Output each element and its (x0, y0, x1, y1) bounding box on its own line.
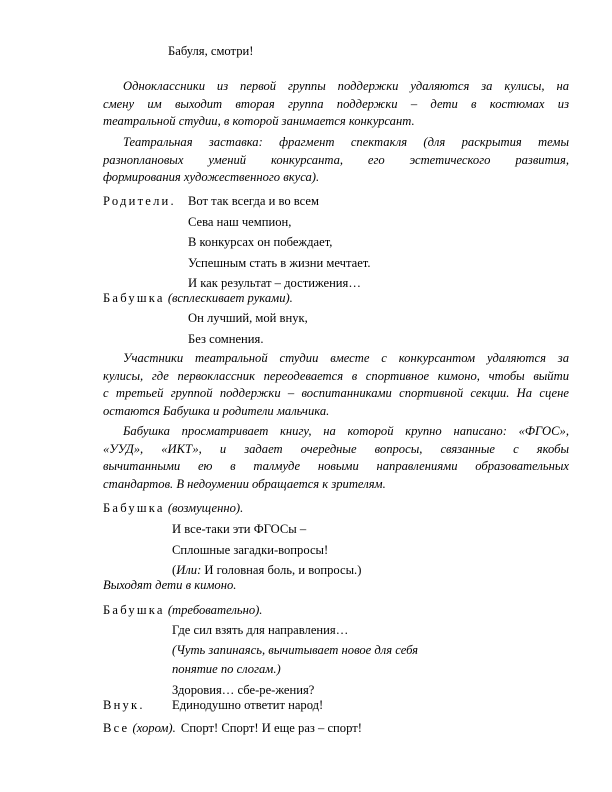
para-line: вычитанными ею в талмуде новыми направлениями образовательных (103, 459, 569, 473)
para-line: театральной студии, в которой занимается конкурсант. (103, 114, 415, 128)
verse-grandma-2 (172, 521, 361, 580)
line-grandson (172, 697, 323, 715)
alt-label: Или: (176, 563, 202, 577)
verse-line: Здоровия… сбе-ре-жения? (172, 682, 315, 697)
para-line: Участники театральной студии вместе с конкурсантом удаляются за (123, 351, 569, 365)
speaker-all (103, 720, 362, 738)
text: Бабуля, смотри! (168, 44, 254, 58)
stage-note: (всплескивает руками). (167, 291, 293, 305)
para-line: Театральная заставка: фрагмент спектакля (для раскрытия темы (123, 135, 569, 149)
verse-line: Спорт! Спорт! И еще раз – спорт! (180, 721, 362, 735)
stage-direction-line: (Чуть запинаясь, вычитывает новое для себя (172, 642, 418, 657)
verse-line: Сева наш чемпион, (188, 214, 292, 229)
speaker-grandson (103, 697, 143, 715)
verse-grandma-1 (188, 310, 308, 348)
para-line: Бабушка просматривает книгу, на которой крупно написано: «ФГОС», (123, 424, 569, 438)
para-line: Одноклассники из первой группы поддержки удаляются за кулисы, на (123, 79, 569, 93)
verse-grandma-3 (172, 622, 418, 699)
stage-note: (возмущенно). (167, 501, 244, 515)
paragraph-theatre-intro (103, 134, 569, 187)
paragraph-theatre-exit (103, 350, 569, 420)
verse-line: Успешным стать в жизни мечтает. (188, 255, 371, 270)
verse-line: Вот так всегда и во всем (188, 194, 319, 208)
stage-note: (требовательно). (167, 603, 263, 617)
para-line: кулисы, где первоклассник переодевается в спортивное кимоно, чтобы выйти (103, 368, 569, 383)
verse-line: Где сил взять для направления… (172, 623, 349, 637)
speaker-name: Бабушка (103, 603, 165, 617)
para-line: стандартов. В недоумении обращается к зрителям. (103, 476, 386, 491)
para-line: формирования художественного вкуса). (103, 170, 320, 184)
paragraph-grandma-book (103, 423, 569, 493)
verse-line: Он лучший, мой внук, (188, 311, 308, 325)
verse-parents (188, 193, 371, 293)
verse-line: И как результат – достижения… (188, 276, 361, 290)
line-babulya (168, 43, 612, 61)
verse-line: В конкурсах он побеждает, (188, 235, 333, 249)
speaker-name: Все (103, 721, 130, 735)
speaker-parents (103, 193, 174, 211)
speaker-name: Бабушка (103, 501, 165, 515)
verse-line: Единодушно ответит народ! (172, 698, 324, 712)
stage-direction-line: понятие по слогам.) (172, 662, 281, 676)
para-line: остаются Бабушка и родители мальчика. (103, 403, 330, 418)
stage-direction: Выходят дети в кимоно. (103, 578, 237, 592)
verse-line: И все-таки эти ФГОСы – (172, 522, 307, 536)
verse-line: Сплошные загадки-вопросы! (172, 542, 329, 557)
speaker-grandma-2 (103, 500, 243, 518)
para-line: разноплановых умений конкурсанта, его эстетического развития, (103, 152, 569, 167)
verse-line: Без сомнения. (188, 331, 264, 346)
stage-note: (хором). (132, 721, 176, 735)
speaker-sep: . (170, 194, 174, 208)
speaker-sep: . (139, 698, 143, 712)
stage-kimono (103, 577, 236, 595)
speaker-grandma-1 (103, 290, 293, 308)
para-line: смену им выходит вторая группа поддержки – дети в костюмах из (103, 96, 569, 111)
speaker-name: Родители (103, 194, 171, 208)
paragraph-supporters-1 (103, 78, 569, 131)
speaker-name: Внук (103, 698, 140, 712)
para-line: с третьей группой поддержки – воспитанниками спортивной секции. На сцене (103, 386, 569, 400)
alt-text: И головная боль, и вопросы.) (201, 563, 362, 577)
speaker-name: Бабушка (103, 291, 165, 305)
para-line: «УУД», «ИКТ», и задает очередные вопросы, связанные с якобы (103, 441, 569, 456)
speaker-grandma-3 (103, 602, 262, 620)
verse-alt-line: (Или: И головная боль, и вопросы.) (172, 563, 362, 577)
